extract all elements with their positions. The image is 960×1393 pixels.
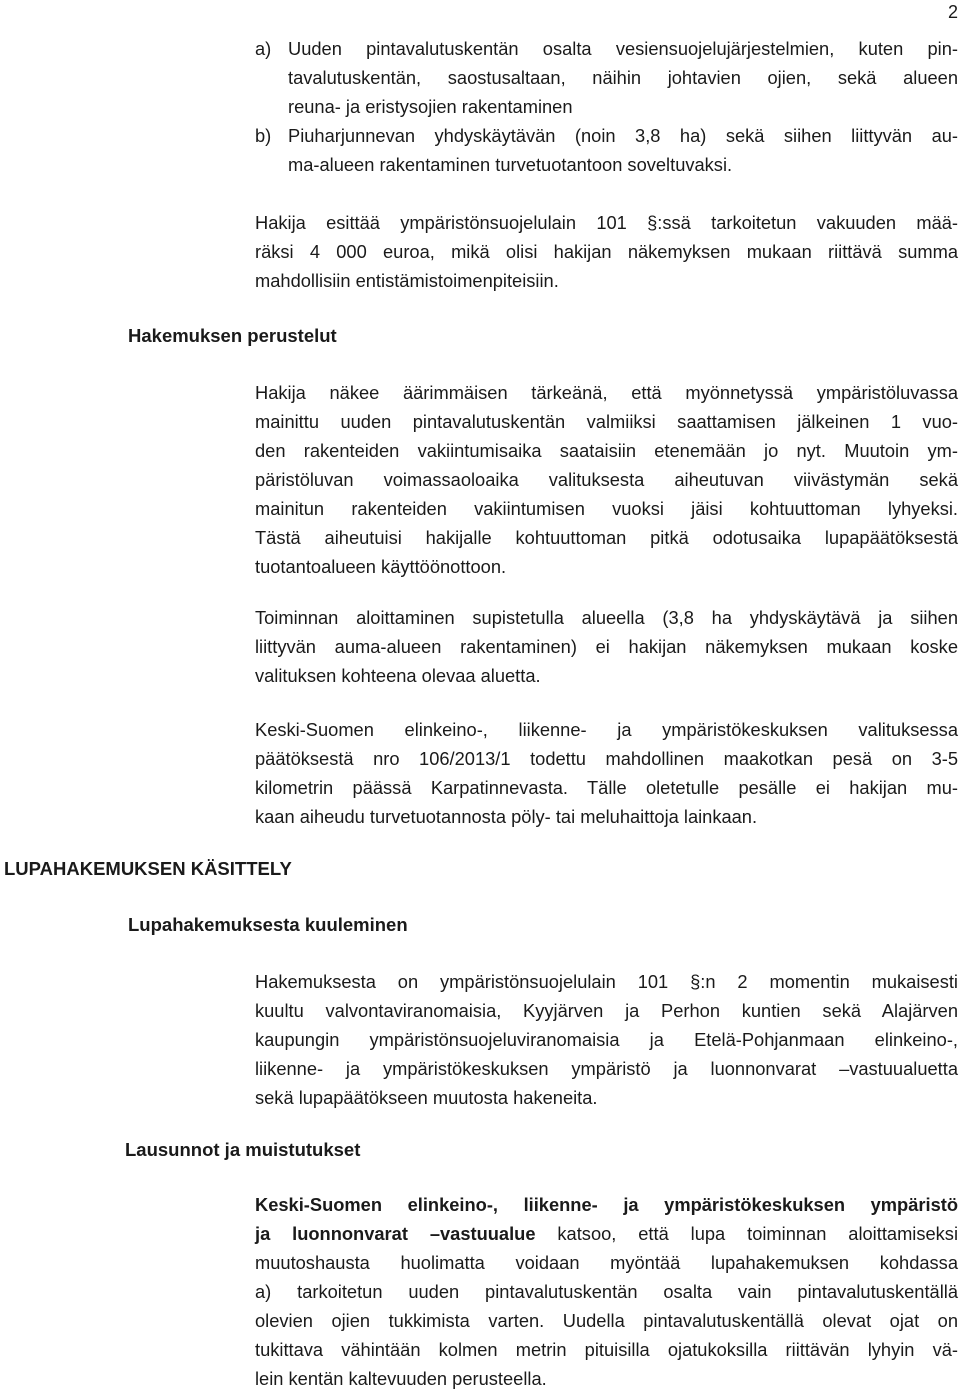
text-line: liittyvän auma-alueen rakentaminen) ei hakijan näkemyksen mukaan koske: [255, 636, 958, 657]
plain-text: katsoo, että lupa toiminnan aloittamiseksi: [535, 1223, 959, 1244]
text-line: valituksen kohteena olevaa aluetta.: [255, 665, 541, 686]
text-line: Keski-Suomen elinkeino-, liikenne- ja ympäristökeskuksen ympäristö: [255, 1194, 958, 1215]
paragraph-perustelut-3: [255, 715, 958, 831]
text-line: kilometrin päässä Karpatinnevasta. Tälle oletetulle pesälle ei hakijan mu-: [255, 777, 958, 798]
text-line: liikenne- ja ympäristökeskuksen ympäristö ja luonnonvarat –vastuualuetta: [255, 1058, 958, 1079]
text-line: tukittava vähintään kolmen metrin pituisilla ojatukoksilla riittävän lyhyin vä-: [255, 1339, 958, 1360]
text-line: mainittu uuden pintavalutuskentän valmiiksi saattamisen jälkeinen 1 vuo-: [255, 411, 958, 432]
page-number: 2: [947, 2, 958, 22]
heading-perustelut: Hakemuksen perustelut: [128, 325, 337, 346]
heading-kasittely: LUPAHAKEMUKSEN KÄSITTELY: [4, 858, 292, 879]
text-line: ma-alueen rakentaminen turvetuotantoon soveltuvaksi.: [288, 154, 733, 175]
paragraph-vakuus: [255, 208, 958, 295]
text-line: Hakemuksesta on ympäristönsuojelulain 101 §:n 2 momentin mukaisesti: [255, 971, 958, 992]
text-line: lein kentän kaltevuuden perusteella.: [255, 1368, 547, 1389]
text-line: mahdollisiin entistämistoimenpiteisiin.: [255, 270, 559, 291]
text-line: reuna- ja eristysojien rakentaminen: [288, 96, 573, 117]
text-line: päristöluvan voimassaoloaika valituksesta aiheutuvan viivästymän sekä: [255, 469, 958, 490]
requirement-list: [255, 34, 958, 179]
paragraph-lausunnot: [255, 1190, 958, 1393]
text-line: kuultu valvontaviranomaisia, Kyyjärven ja Perhon kuntien sekä Alajärven: [255, 1000, 958, 1021]
text-line: Hakija näkee äärimmäisen tärkeänä, että myönnetyssä ympäristöluvassa: [255, 382, 958, 403]
text-line: tavalutuskentän, saostusaltaan, näihin johtavien ojien, sekä alueen: [288, 67, 958, 88]
list-letter: b): [255, 125, 272, 146]
text-line: den rakenteiden vakiintumisaika saataisiin etenemään jo nyt. Muutoin ym-: [255, 440, 958, 461]
text-line: päätöksestä nro 106/2013/1 todettu mahdollinen maakotkan pesä on 3-5: [255, 748, 958, 769]
paragraph-perustelut-1: [255, 378, 958, 581]
text-line: tuotantoalueen käyttöönottoon.: [255, 556, 507, 577]
paragraph-kuuleminen: [255, 967, 958, 1112]
paragraph-perustelut-2: [255, 603, 958, 690]
text-line: olevien ojien tukkimista varten. Uudella pintavalutuskentällä olevat ojat on: [255, 1310, 958, 1331]
text-line: kaan aiheudu turvetuotannosta pöly- tai meluhaittoja lainkaan.: [255, 806, 758, 827]
heading-lausunnot: Lausunnot ja muistutukset: [125, 1139, 361, 1160]
text-line: a) tarkoitetun uuden pintavalutuskentän osalta vain pintavalutuskentällä: [255, 1281, 958, 1302]
list-letter: a): [255, 38, 272, 59]
text-line: Tästä aiheutuisi hakijalle kohtuuttoman pitkä odotusaika lupapäätöksestä: [255, 527, 958, 548]
text-line: sekä lupapäätökseen muutosta hakeneita.: [255, 1087, 598, 1108]
text-line: kaupungin ympäristönsuojeluviranomaisia ja Etelä-Pohjanmaan elinkeino-,: [255, 1029, 958, 1050]
list-item-a: [255, 34, 958, 121]
list-item-b: [255, 121, 958, 179]
text-line: Piuharjunnevan yhdyskäytävän (noin 3,8 ha) sekä siihen liittyvän au-: [288, 125, 958, 146]
text-line: [255, 1219, 958, 1248]
text-line: muutoshausta huolimatta voidaan myöntää lupahakemuksen kohdassa: [255, 1252, 958, 1273]
heading-kuuleminen: Lupahakemuksesta kuuleminen: [128, 914, 408, 935]
text-line: Uuden pintavalutuskentän osalta vesiensuojelujärjestelmien, kuten pin-: [288, 38, 958, 59]
text-line: Toiminnan aloittaminen supistetulla alueella (3,8 ha yhdyskäytävä ja siihen: [255, 607, 958, 628]
text-line: Hakija esittää ympäristönsuojelulain 101 §:ssä tarkoitetun vakuuden mää-: [255, 212, 958, 233]
text-line: Keski-Suomen elinkeino-, liikenne- ja ympäristökeskuksen valituksessa: [255, 719, 958, 740]
text-line: räksi 4 000 euroa, mikä olisi hakijan näkemyksen mukaan riittävä summa: [255, 241, 958, 262]
bold-text: ja luonnonvarat –vastuualue: [255, 1223, 536, 1244]
text-line: mainitun rakenteiden vakiintumisen vuoksi jäisi kohtuuttoman lyhyeksi.: [255, 498, 958, 519]
